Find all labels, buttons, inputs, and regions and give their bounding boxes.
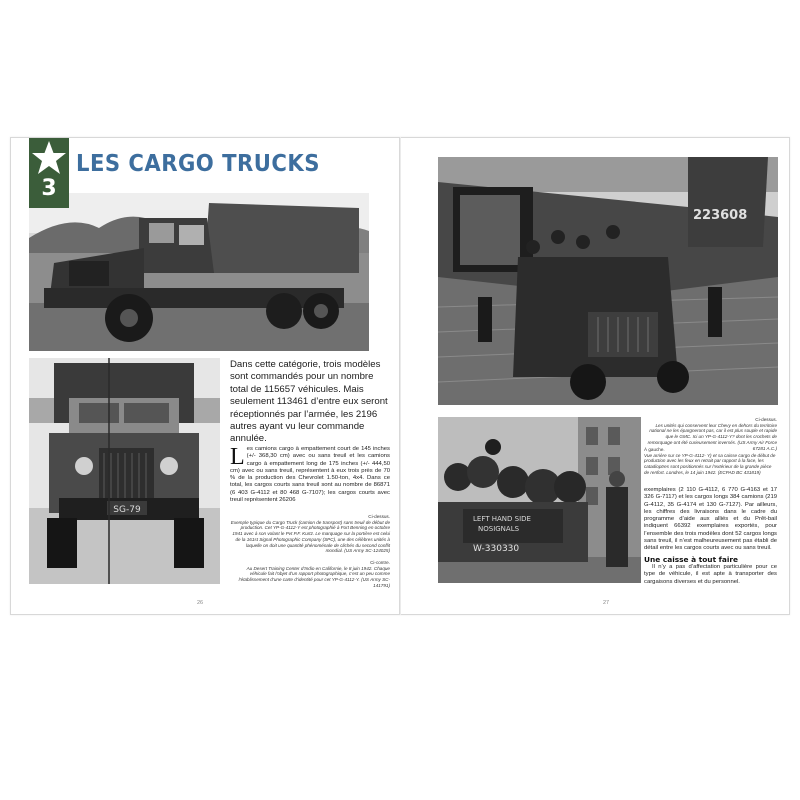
caption-text: Au Desert Training Center d’Indio en Californie, le 8 juin 1942. Chaque véhicule fait l’objet d’un rapport photographique, c’est un peu comme l’établissement d’une carte d’identité pour cet YP-G-4112-Y. (US Army SC-141791) xyxy=(238,565,390,588)
caption-heading: Ci-contre. xyxy=(370,560,390,565)
body-right-paragraph-2: Il n’y a pas d’affectation particulière pour ce type de véhicule, il est apte à transporter des cargaisons diverses et du personnel. xyxy=(644,563,777,585)
star-icon xyxy=(29,138,69,178)
caption-text: Vue arrière sur ce YP-G-4112- Y) et sa caisse cargo de début de production avec les feux en retrait par rapport à la face, les catadioptres sont positionnés sur l’extérieur de la grande pièce de renfort. Londres, le 14 juin 1942. (ECPAD BC 431819) xyxy=(644,452,776,475)
crate-text-2: NOSIGNALS xyxy=(478,525,520,533)
caption-a-gauche-right xyxy=(644,447,777,476)
truck-plate-text: SG-79 xyxy=(113,505,141,515)
truck-rear-plate: W-330330 xyxy=(473,544,520,554)
caption-text: Exemple typique du Cargo Truck (camion de transport) sans treuil de début de production. Cet YP-G-4112-Y est photographié à Fort Benning en octobre 1941 avec à son volant le Pvt P.F. Kurtz. Le marquage sur la portière est celui de la 161st Signal Photographic Company (SPC), une des célèbres unités à laquelle on doit une quantité phénoménale de clichés du second conflit mondial. (US Army SC-124025) xyxy=(230,519,390,554)
photo-cargo-truck-side xyxy=(29,193,369,351)
intro-paragraph: Dans cette catégorie, trois modèles sont commandés pour un nombre total de 115657 véhicules. Mais seulement 113461 d’entre eux seront réceptionnés par l’armée, les 2196 autres ayant vu leur commande annulée. xyxy=(230,359,388,445)
page-number-left: 26 xyxy=(197,600,204,606)
aircraft-tail-number: 223608 xyxy=(693,208,748,223)
body-text-left xyxy=(230,446,390,504)
photo-cargo-truck-front xyxy=(29,358,220,584)
caption-heading: Ci-dessus. xyxy=(368,514,390,519)
dropcap: L xyxy=(230,444,245,470)
chapter-title: LES CARGO TRUCKS xyxy=(76,151,320,177)
photo-truck-rear-london xyxy=(438,417,641,583)
caption-ci-dessus-left xyxy=(230,514,390,554)
caption-text: Les unités qui conservent leur Chevy en dehors du territoire national ne les épargneront pas, car il est plus souple et rapide que le GMC. Ici un YP-G-4112-Y? dont les crochets de remorquage ont été curieusement inversés. (US Army Air Force 67281 A.C.) xyxy=(647,422,777,451)
photo-truck-loading-aircraft xyxy=(438,157,778,405)
body-right-paragraph: exemplaires (2 110 G-4112, 6 770 G-4163 et 17 326 G-7117) et les cargos longs 384 camions (219 G-4112, 35 G-4174 et 130 G-7127). Par ailleurs, les chiffres des livraisons dans le cadre du programme d’aide aux alliés et du Prêt-bail indiquent 66392 exemplaires exportés, pour l’ensemble des trois modèles dont 52 cargos longs sans treuil, il n’est malheureusement pas établi de détail entre les cargos courts avec ou sans treuil. xyxy=(644,487,777,552)
chapter-badge xyxy=(29,138,69,208)
caption-heading: Ci-dessus. xyxy=(755,417,777,422)
caption-heading: À gauche. xyxy=(644,447,665,452)
caption-ci-contre-left xyxy=(230,560,390,589)
body-left-text: es camions cargo à empattement court de 145 inches (+/- 368,30 cm) avec ou sans treuil et les camions cargo à empattement long de 175 inches (+/- 444,50 cm) avec ou sans treuil, représentent à eux trois près de 70 % de la production des Chevrolet 1.50-ton, 4x4. Dans ce total, les cargos courts sans treuil sont au nombre de 86871 (6 403 G-4112 et 80 468 G-7107); les cargos courts avec treuil représentent 26206 xyxy=(230,446,390,504)
body-text-right xyxy=(644,487,777,586)
subheading: Une caisse à tout faire xyxy=(644,554,739,564)
page-number-right: 27 xyxy=(603,600,610,606)
chapter-number: 3 xyxy=(41,176,57,201)
page-gutter xyxy=(399,137,401,615)
crate-text-1: LEFT HAND SIDE xyxy=(473,515,531,523)
